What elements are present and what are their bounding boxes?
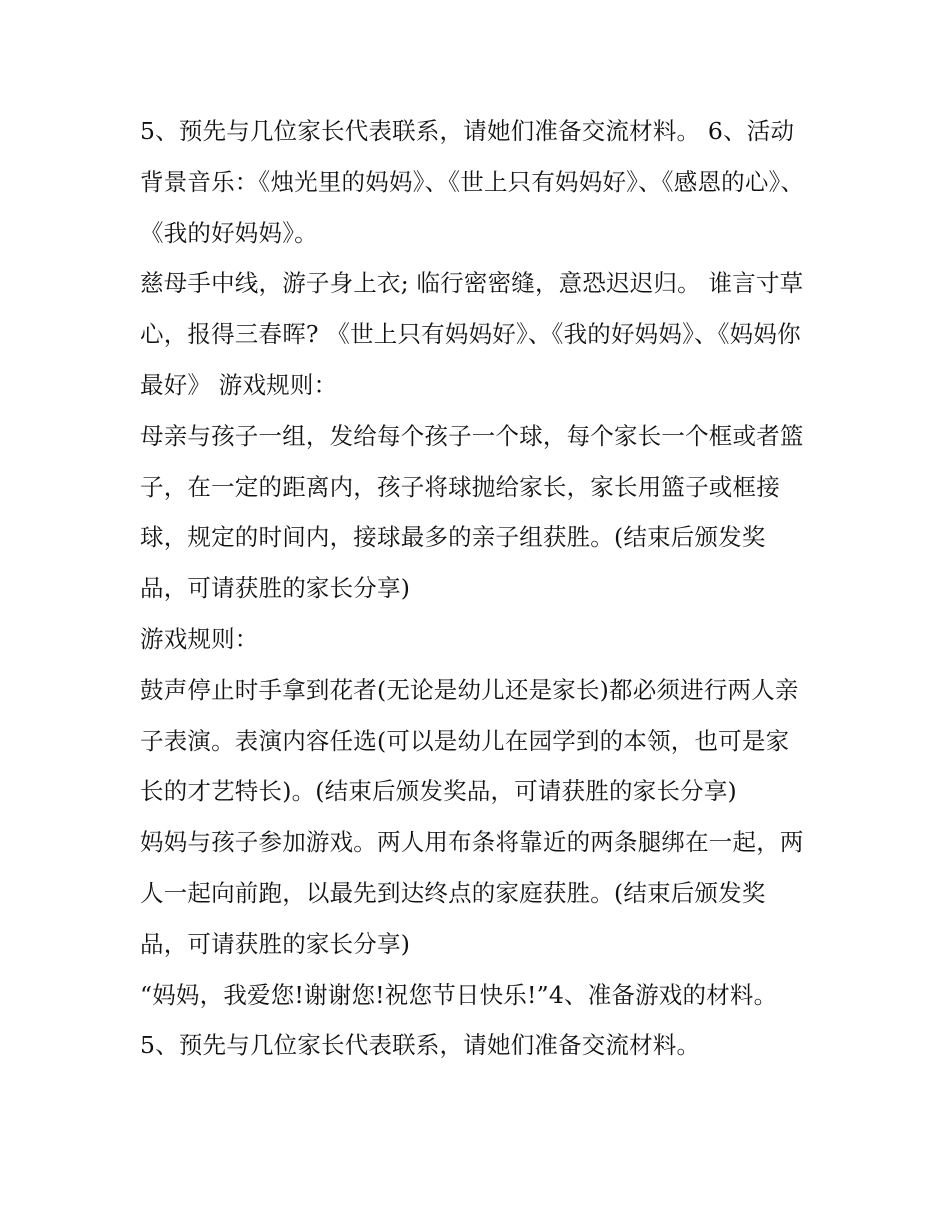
paragraph-greeting: “妈妈，我爱您!谢谢您!祝您节日快乐!”4、准备游戏的材料。 bbox=[140, 980, 778, 1009]
document-body bbox=[140, 106, 812, 1071]
paragraph-game-rules-heading: 游戏规则： bbox=[140, 624, 259, 653]
paragraph-poem: 慈母手中线，游子身上衣; 临行密密缝，意恐迟迟归。 谁言寸草心，报得三春晖? 《世上只有妈妈好》、《我的好妈妈》、《妈妈你最好》 游戏规则： bbox=[140, 269, 804, 399]
paragraph-contact-parents: 5、预先与几位家长代表联系，请她们准备交流材料。 bbox=[140, 1031, 701, 1060]
paragraph-preparation-music: 5、预先与几位家长代表联系，请她们准备交流材料。 6、活动背景音乐：《烛光里的妈妈》、《世上只有妈妈好》、《感恩的心》、《我的好妈妈》。 bbox=[140, 117, 805, 247]
paragraph-ball-game: 母亲与孩子一组，发给每个孩子一个球，每个家长一个框或者篮子，在一定的距离内，孩子将球抛给家长，家长用篮子或框接球，规定的时间内，接球最多的亲子组获胜。(结束后颁发奖品，可请获胜的家长分享) bbox=[140, 421, 804, 603]
paragraph-three-legged-race: 妈妈与孩子参加游戏。两人用布条将靠近的两条腿绑在一起，两人一起向前跑，以最先到达终点的家庭获胜。(结束后颁发奖品，可请获胜的家长分享) bbox=[140, 828, 804, 958]
paragraph-drum-flower-game: 鼓声停止时手拿到花者(无论是幼儿还是家长)都必须进行两人亲子表演。表演内容任选(可以是幼儿在园学到的本领，也可是家长的才艺特长)。(结束后颁发奖品，可请获胜的家长分享) bbox=[140, 675, 799, 806]
